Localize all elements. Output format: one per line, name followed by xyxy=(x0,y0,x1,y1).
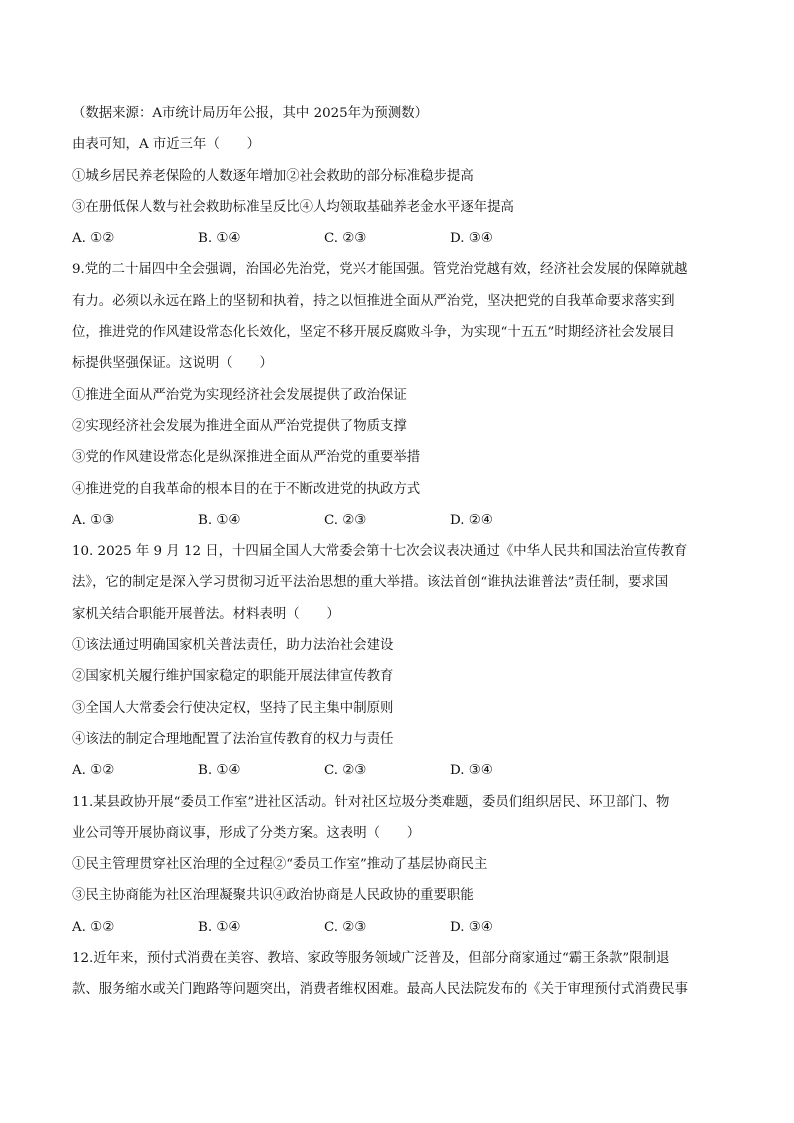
option-c: C. ②③ xyxy=(324,763,367,779)
option-a: A. ①② xyxy=(72,231,115,247)
option-a: A. ①② xyxy=(72,919,115,935)
option-d: D. ②④ xyxy=(450,512,493,528)
question-stem-line: 12.近年来，预付式消费在美容、教培、家政等服务领域广泛普及，但部分商家通过“霸王条款”限制退 xyxy=(72,951,670,967)
question-8-tail xyxy=(72,98,732,254)
option-c: C. ②③ xyxy=(324,231,367,247)
answer-options xyxy=(72,912,732,943)
exam-page xyxy=(72,98,732,1006)
statement-line: ②实现经济社会发展为推进全面从严治党提供了物质支撑 xyxy=(72,418,407,434)
option-b: B. ①④ xyxy=(198,512,241,528)
question-stem-line: 业公司等开展协商议事，形成了分类方案。这表明（ ） xyxy=(72,825,421,841)
option-d: D. ③④ xyxy=(450,919,493,935)
statement-line: ①城乡居民养老保险的人数逐年增加②社会救助的部分标准稳步提高 xyxy=(72,168,474,184)
option-a: A. ①② xyxy=(72,763,115,779)
option-d: D. ③④ xyxy=(450,763,493,779)
statement-line: ④该法的制定合理地配置了法治宣传教育的权力与责任 xyxy=(72,731,394,747)
question-stem-line: 款、服务缩水或关门跑路等问题突出，消费者维权困难。最高人民法院发布的《关于审理预付式消费民事 xyxy=(72,982,688,998)
statement-line: ③在册低保人数与社会救助标准呈反比④人均领取基础养老金水平逐年提高 xyxy=(72,199,514,215)
statement-line: ①该法通过明确国家机关普法责任，助力法治社会建设 xyxy=(72,638,394,654)
statement-line: ①推进全面从严治党为实现经济社会发展提供了政治保证 xyxy=(72,387,407,403)
statement-line: ③民主协商能为社区治理凝聚共识④政治协商是人民政协的重要职能 xyxy=(72,888,474,904)
answer-options xyxy=(72,505,732,536)
option-b: B. ①④ xyxy=(198,919,241,935)
question-11 xyxy=(72,787,732,943)
question-stem-line: 有力。必须以永远在路上的坚韧和执着，持之以恒推进全面从严治党，坚决把党的自我革命要求落实到 xyxy=(72,293,675,309)
statement-line: ④推进党的自我革命的根本目的在于不断改进党的执政方式 xyxy=(72,481,421,497)
question-stem-line: 10. 2025 年 9 月 12 日，十四届全国人大常委会第十七次会议表决通过《中华人民共和国法治宣传教育 xyxy=(72,544,688,560)
question-stem-line: 标提供坚强保证。这说明（ ） xyxy=(72,356,273,372)
statement-line: ②国家机关履行维护国家稳定的职能开展法律宣传教育 xyxy=(72,669,394,685)
question-stem: 由表可知，A 市近三年（ ） xyxy=(72,137,261,153)
question-stem-line: 位，推进党的作风建设常态化长效化，坚定不移开展反腐败斗争，为实现“十五五”时期经济社会发展目 xyxy=(72,325,675,341)
question-9 xyxy=(72,254,732,536)
question-12 xyxy=(72,943,732,1006)
statement-line: ③全国人大常委会行使决定权，坚持了民主集中制原则 xyxy=(72,700,394,716)
option-c: C. ②③ xyxy=(324,919,367,935)
option-b: B. ①④ xyxy=(198,231,241,247)
question-10 xyxy=(72,536,732,786)
data-source-note: （数据来源：A市统计局历年公报，其中 2025年为预测数） xyxy=(72,106,428,121)
answer-options xyxy=(72,755,732,786)
option-d: D. ③④ xyxy=(450,231,493,247)
question-stem-line: 11.某县政协开展“委员工作室”进社区活动。针对社区垃圾分类难题，委员们组织居民、环卫部门、物 xyxy=(72,794,670,810)
answer-options xyxy=(72,223,732,254)
option-b: B. ①④ xyxy=(198,763,241,779)
statement-line: ①民主管理贯穿社区治理的全过程②“委员工作室”推动了基层协商民主 xyxy=(72,857,488,873)
option-a: A. ①③ xyxy=(72,512,115,528)
question-stem-line: 9.党的二十届四中全会强调，治国必先治党，党兴才能国强。管党治党越有效，经济社会发展的保障就越 xyxy=(72,262,688,278)
question-stem-line: 家机关结合职能开展普法。材料表明（ ） xyxy=(72,606,340,622)
question-stem-line: 法》，它的制定是深入学习贯彻习近平法治思想的重大举措。该法首创“谁执法谁普法”责任制，要求国 xyxy=(72,575,669,591)
option-c: C. ②③ xyxy=(324,512,367,528)
statement-line: ③党的作风建设常态化是纵深推进全面从严治党的重要举措 xyxy=(72,450,421,466)
